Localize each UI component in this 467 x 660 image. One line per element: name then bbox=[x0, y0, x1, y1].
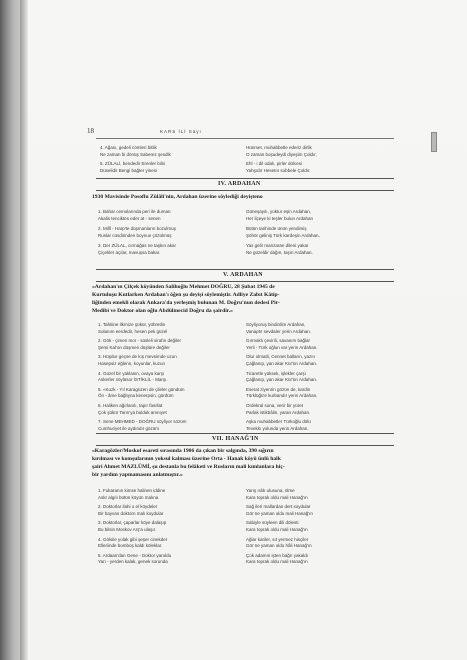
staple-mark bbox=[431, 132, 437, 152]
verse-line: Türklüğü'e kurbandır yerin Ardahan. bbox=[246, 393, 318, 399]
section-v-right bbox=[246, 322, 396, 432]
verse-line: Ağlar kariler, sıt yermez hisçiler bbox=[246, 536, 309, 542]
verse-line: Yas gelir manzaran dileni yakar bbox=[246, 243, 309, 249]
verse-line: Şemi Kal'on düşmen düşlüre değiler bbox=[98, 344, 170, 350]
section-vii-left bbox=[98, 488, 248, 566]
verse-line: 3. Doktorlar, çaparlar köye dalaşıp bbox=[98, 520, 167, 526]
verse-line: Parlak istikbâlin, yaran Ardahan. bbox=[246, 409, 311, 415]
verse-line: Askerler söylüsor İSTİKLİL - Marşı. bbox=[98, 377, 168, 383]
verse-line: 4. Güzel bir yaklasın, ovaya karşı bbox=[98, 370, 165, 376]
verse-line: Yarış ıslık ulusuna, ölme bbox=[246, 488, 295, 493]
verse-line: 2. Gök - çimen mor - süsleli sirafın değiler bbox=[98, 338, 182, 344]
verse-line: Çiçekler açılar, mavuşsa bakar. bbox=[98, 249, 161, 255]
verse-line: Sabiyle süyleen dili dölesti bbox=[246, 520, 299, 526]
verse-line: 4. Gölsile yolak gibi şeşer cinekder bbox=[98, 536, 168, 542]
verse-line: Ne güzeldir dağın, taşın Ardahan. bbox=[246, 249, 313, 255]
verse-line: 7. Sene MEHMED - DOĞRU söyliyor sözüm bbox=[98, 419, 187, 425]
verse-line: Gırmaklı çevirili, savanım bağlar bbox=[246, 338, 311, 344]
verse-line: O zaman boşudeydi diyeşim Çoldır, bbox=[246, 151, 317, 157]
section-vii-right bbox=[246, 488, 396, 566]
section-title-iv: IV. ARDAHAN bbox=[218, 181, 261, 187]
verse-line: Gör ne yaman oldu hâli Hanağ'ın bbox=[246, 543, 312, 549]
verse-line: Çok adamın işten bağrı yakaldı bbox=[246, 552, 309, 558]
verse-line: 6. Haliken ağırlanılı, tapır fasıllat bbox=[98, 402, 163, 408]
verse-line: Bir hayvan doktorn malı koydular bbox=[98, 510, 164, 516]
section-iv-right bbox=[246, 209, 396, 257]
section-v-intro-line: liğinden emekli olarak Ankara'da yerleşmiş bulunan M. Doğru'nun dedesi Pir- bbox=[92, 300, 280, 306]
verse-line: 1. Fukaranın kimse halinen iddine bbox=[98, 488, 166, 493]
verse-line: Kara toprak oldu mali Hanağ'ın bbox=[246, 494, 308, 500]
top-stanza-left bbox=[100, 145, 250, 174]
verse-line: Eserat ziyenrin gözün de, kardin bbox=[246, 386, 311, 392]
verse-line: 1. Tahtiine ilkrnize şükür, yühretlin bbox=[98, 322, 166, 327]
section-rule bbox=[96, 445, 394, 446]
verse-line: Ruslar cüsdirinden boynun çözülmüş bbox=[98, 232, 172, 238]
verse-line: 2. Doktorlar ilahi o el köydeler bbox=[98, 504, 158, 510]
verse-line: Bu bilsin Moskov Arş'a ulaşır. bbox=[98, 526, 157, 532]
page-number: 18 bbox=[87, 127, 94, 135]
section-v-intro-line: «Ardahan'ın Çilçek köyünden Salihoğlu Mehmet DOĞRU, 28 Şubat 1945 de bbox=[92, 284, 275, 290]
verse-line: Söyliyoruş bindirdim Ardahan, bbox=[246, 322, 306, 327]
section-title-v: V. ARDAHAN bbox=[223, 272, 263, 278]
verse-line: 3. Hüşdur geçse de kış mevsimde uzun bbox=[98, 354, 177, 360]
section-v-intro-line: Medibi ve Doktor olan oğlu Abdülmecid Doğru da şairdir.» bbox=[92, 308, 233, 314]
verse-line: 3. Der ZÜLAL, cırmağas ne taşkın akar bbox=[98, 243, 177, 249]
verse-line: Ordekral sona, verir bir yüret bbox=[246, 402, 304, 408]
verse-line: Cumhuriyet ile aydındır gözüm bbox=[98, 425, 160, 431]
section-vii-intro-line: «Karagözler/Moskof esareti sırasında 1906 da çıkan bir salgında, 390 sığırın bbox=[92, 448, 274, 454]
verse-line: 5. ZÜLALİ, bendedir Erenler bilsi bbox=[100, 161, 166, 167]
verse-line: Şöhör geliniş Türk kardeşin Ardahan, bbox=[246, 232, 320, 238]
section-rule bbox=[96, 433, 394, 434]
verse-line: Çağlanıp, yan akar Kür'ün Ardahan. bbox=[246, 377, 318, 383]
verse-line: Düselidir Bengi bağter yinesi bbox=[100, 167, 158, 173]
running-title: KARS İLİ Sayı bbox=[160, 129, 202, 134]
verse-line: Çağlanıp, yan akar Kür'ün Ardahan. bbox=[246, 360, 318, 366]
verse-line: Yarı - yerden kalak, genek sorunda bbox=[98, 559, 168, 565]
verse-line: Tevekkı yolunda yerin Ardahan. bbox=[246, 425, 309, 431]
section-rule bbox=[96, 190, 394, 191]
verse-line: Elleriinde bomboş kaldı köleklar. bbox=[98, 543, 163, 549]
verse-line: Olur olmatli, Cennet balların, yazın bbox=[246, 354, 316, 360]
verse-line: Askr algılı bütün köyün malına bbox=[98, 494, 159, 500]
verse-line: Aşka muhabbetler Türkoğlu dölü bbox=[246, 419, 311, 425]
verse-line: Güneşayılı, yoktur eşin Ardahan, bbox=[246, 209, 312, 214]
verse-line: Sağ ileri mallardan dert soydular bbox=[246, 504, 311, 510]
verse-line: Akalis tenciktes eder at - senen bbox=[98, 215, 161, 221]
section-iv-left bbox=[98, 209, 248, 257]
top-stanza-right bbox=[246, 145, 396, 174]
verse-line: Yerli - Türk oğlun var yerin Ardahan. bbox=[246, 344, 318, 350]
section-vii-intro-line: şairi Ahmet MAZLÜMİ, şu destanla bu felâketi ve Rusların mali kımlanlara hiç- bbox=[92, 464, 285, 470]
section-vii-intro-line: kırılması ve komşularının yoksul kalması üzerine Orta - Hanak köyü ünlü halk bbox=[92, 456, 281, 462]
verse-line: Ön - âme bağlıyna kenerpsin, gördüm bbox=[98, 393, 174, 399]
verse-line: Kara toprak oldu mali Hanağ'ın bbox=[246, 559, 308, 565]
section-rule bbox=[96, 269, 394, 270]
verse-line: Ne zaman bi dönüş Saberez şesdik bbox=[100, 151, 171, 157]
section-rule bbox=[96, 178, 394, 179]
verse-line: Çok şükür Tanrı'ya bulduk amnıyet bbox=[98, 409, 167, 415]
page-binding-shadow bbox=[20, 0, 28, 660]
verse-line: Ticaretle yüksek, işlekler çarşı bbox=[246, 370, 306, 376]
section-v-intro-line: Kurtuluşu Kutlarken Ardahan'ı öğen şu deyişi söylemiştir. Adliye Zabıt Kâtip- bbox=[92, 292, 280, 298]
header-rule bbox=[96, 138, 394, 139]
verse-line: Hasepsiz eğlenn, koyunlar, kuzun bbox=[98, 360, 166, 366]
verse-line: Vanaptı! sevdaler yerin Ardahan. bbox=[246, 328, 311, 334]
verse-line: Her ilçeye ki teşler bulun Ardahan bbox=[246, 215, 314, 221]
verse-line: Kara toprak oldu mali Hanağ'ın bbox=[246, 526, 308, 532]
verse-line: Bütün tarihinde ünün yendimiş bbox=[246, 226, 307, 232]
section-title-vii: VII. HANAĞ'IN bbox=[212, 436, 259, 442]
verse-line: 1. Bahar cemolarında peri ile duman bbox=[98, 209, 171, 214]
verse-line: Yahşıdır Hesetın sobbele Çoldır. bbox=[246, 167, 311, 173]
verse-line: 2. Millî - Harp'te düşmanların bozulmuş bbox=[98, 226, 176, 232]
verse-line: Solanım eerdedir, hesen pek güzel bbox=[98, 328, 168, 334]
section-v-left bbox=[98, 322, 248, 432]
verse-line: Hünmet, muhabbetle ederiz dirlik bbox=[246, 145, 312, 150]
verse-line: 5. Ardaan'dan Gene - Doktor yaroldu bbox=[98, 552, 172, 558]
verse-line: Ehl - i dil odalı, pirler dölcesi bbox=[246, 161, 303, 167]
verse-line: 4. Ağası, gedeli cömleri bitlik bbox=[100, 145, 157, 150]
section-iv-intro: 1930 Mavisinde Posoflu Zülâli'nin, Ardahan üzerine söylediği deyişteno bbox=[92, 194, 263, 200]
verse-line: 5. «Kuzk - Yıl Karagüzen de çileler gündüm bbox=[98, 386, 185, 392]
section-vii-intro-line: bir yardım yapmamasını anlatmıştır.» bbox=[92, 472, 183, 478]
verse-line: Gör ne yaman oldu mali Hanağ'ın bbox=[246, 510, 313, 516]
section-rule bbox=[96, 281, 394, 282]
